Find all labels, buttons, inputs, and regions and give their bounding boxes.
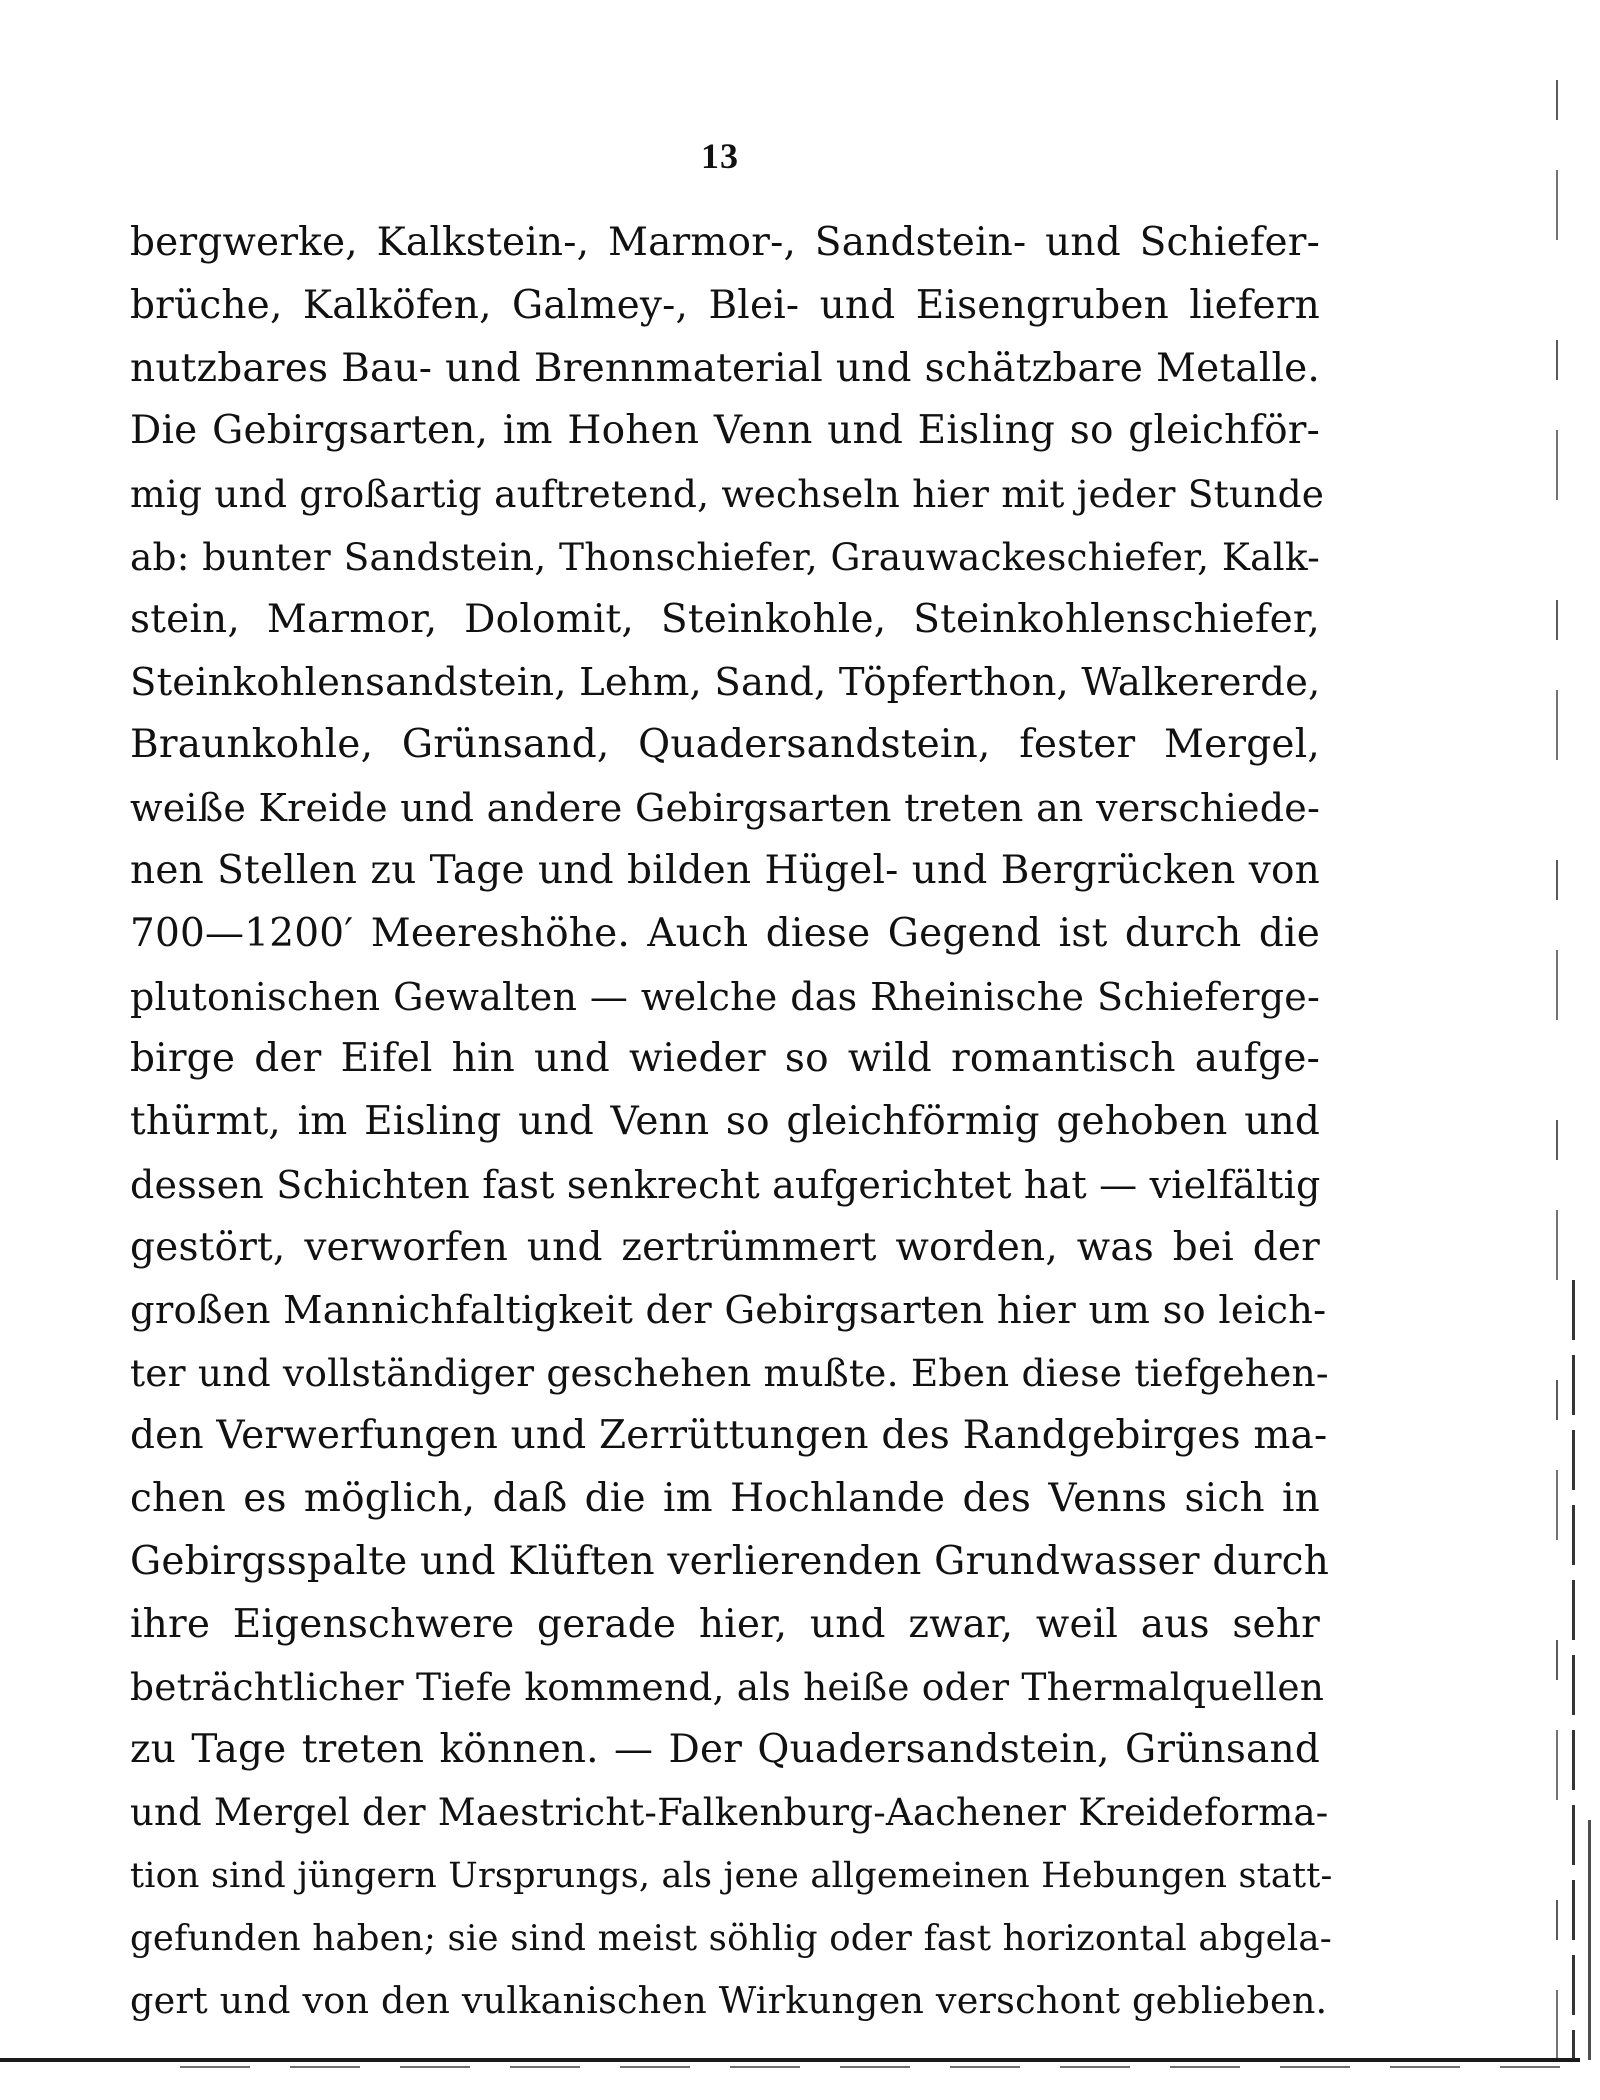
text-line: birge der Eifel hin und wieder so wild romantisch aufge- xyxy=(130,1036,1320,1082)
body-text xyxy=(130,212,1333,2033)
text-line: den Verwerfungen und Zerrüttungen des Randgebirges ma- xyxy=(130,1413,1328,1459)
page-bottom-edge xyxy=(0,2058,1580,2062)
page-edge-shadow xyxy=(1572,1280,1575,2060)
text-line: stein, Marmor, Dolomit, Steinkohle, Steinkohlenschiefer, xyxy=(130,596,1320,642)
page-edge-shadow xyxy=(1556,80,1558,2060)
text-line: nutzbares Bau- und Brennmaterial und schätzbare Metalle. xyxy=(130,345,1320,391)
text-line: plutonischen Gewalten — welche das Rheinische Schieferge- xyxy=(130,974,1320,1019)
text-line: beträchtlicher Tiefe kommend, als heiße oder Thermalquellen xyxy=(130,1665,1325,1710)
page-bottom-edge xyxy=(180,2066,1560,2068)
text-line: ihre Eigenschwere gerade hier, und zwar, weil aus sehr xyxy=(130,1601,1320,1647)
text-line: tion sind jüngern Ursprungs, als jene allgemeinen Hebungen statt- xyxy=(130,1855,1333,1896)
text-line: Braunkohle, Grünsand, Quadersandstein, fester Mergel, xyxy=(130,722,1320,768)
text-line: nen Stellen zu Tage und bilden Hügel- und Bergrücken von xyxy=(130,847,1320,893)
text-line: Steinkohlensandstein, Lehm, Sand, Töpferthon, Walkererde, xyxy=(130,659,1321,705)
text-line: gefunden haben; sie sind meist söhlig oder fast horizontal abgela- xyxy=(130,1917,1332,1959)
text-line: Die Gebirgsarten, im Hohen Venn und Eisling so gleichför- xyxy=(130,408,1320,454)
text-line: großen Mannichfaltigkeit der Gebirgsarten hier um so leich- xyxy=(130,1287,1327,1333)
text-line: ab: bunter Sandstein, Thonschiefer, Grauwackeschiefer, Kalk- xyxy=(130,534,1320,579)
page-edge-shadow xyxy=(1588,1820,1591,2060)
text-line: ter und vollständiger geschehen mußte. Eben diese tiefgehen- xyxy=(130,1351,1329,1396)
text-line: und Mergel der Maestricht-Falkenburg-Aachener Kreideforma- xyxy=(130,1790,1329,1834)
text-line: weiße Kreide und andere Gebirgsarten treten an verschiede- xyxy=(130,786,1320,831)
text-line: mig und großartig auftretend, wechseln hier mit jeder Stunde xyxy=(130,472,1325,517)
text-line: gestört, verworfen und zertrümmert worden, was bei der xyxy=(130,1224,1320,1270)
text-line: brüche, Kalköfen, Galmey-, Blei- und Eisengruben liefern xyxy=(130,282,1320,328)
text-line: Gebirgsspalte und Klüften verlierenden Grundwasser durch xyxy=(130,1538,1330,1584)
text-line: bergwerke, Kalkstein-, Marmor-, Sandstein- und Schiefer- xyxy=(130,220,1320,265)
page-number: 13 xyxy=(701,136,739,176)
text-line: gert und von den vulkanischen Wirkungen verschont geblieben. xyxy=(130,1979,1328,2023)
text-line: chen es möglich, daß die im Hochlande des Venns sich in xyxy=(130,1475,1320,1521)
text-line: thürmt, im Eisling und Venn so gleichförmig gehoben und xyxy=(130,1099,1320,1145)
text-line: dessen Schichten fast senkrecht aufgerichtet hat — vielfältig xyxy=(130,1162,1321,1207)
text-line: 700—1200′ Meereshöhe. Auch diese Gegend ist durch die xyxy=(130,910,1320,956)
text-line: zu Tage treten können. — Der Quadersandstein, Grünsand xyxy=(130,1727,1320,1773)
